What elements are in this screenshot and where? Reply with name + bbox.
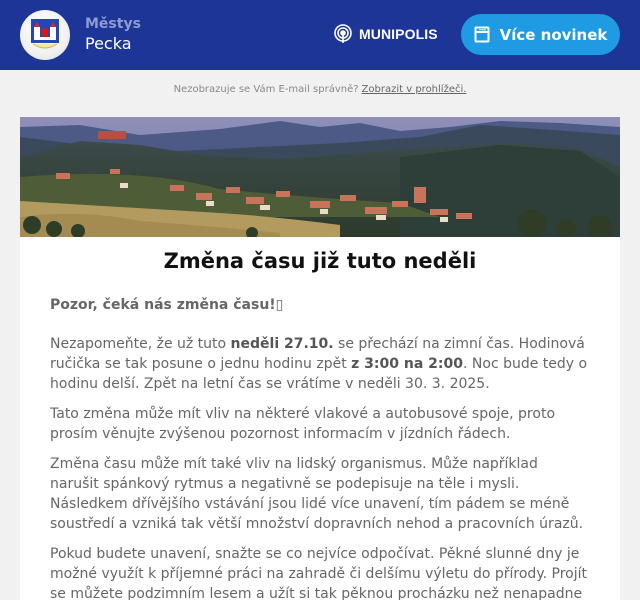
- view-in-browser-link[interactable]: Zobrazit v prohlížeči.: [361, 83, 467, 95]
- article-title: Změna času již tuto neděli: [163, 249, 477, 273]
- broadcast-icon: [333, 24, 353, 44]
- notice-text: Nezobrazuje se Vám E-mail správně?: [173, 83, 359, 95]
- brand: [85, 16, 141, 54]
- text-segment: se přechází na zimní čas. Hodinová ručička se tak posune o jednu hodinu zpět: [50, 336, 585, 372]
- newspaper-icon: [474, 26, 490, 43]
- more-news-label: Více novinek: [499, 25, 608, 44]
- article-card: [20, 117, 620, 600]
- paragraph-1: [50, 334, 590, 394]
- view-in-browser-notice: [0, 70, 640, 106]
- munipolis-brand[interactable]: [333, 24, 438, 44]
- paragraph-3: Změna času může mít také vliv na lidský organismus. Může například narušit spánkový rytmus a negativně se podepisuje na těle i mysli. Následkem dřívějšího vstávání jsou lidé více unavení, tím pádem se méně soustředí a vzniká tak větší množství dopravních nehod a pracovních úrazů.: [50, 456, 584, 532]
- org-type: Městys: [85, 16, 141, 33]
- municipality-logo[interactable]: [20, 10, 70, 60]
- more-news-button[interactable]: [461, 14, 620, 55]
- highlighted-date: neděli 27.10.: [230, 336, 334, 352]
- org-name: Pecka: [85, 33, 132, 53]
- platform-name: MUNIPOLIS: [359, 26, 438, 42]
- highlighted-time: z 3:00 na 2:00: [351, 356, 463, 372]
- article-lead: Pozor, čeká nás změna času!▯: [50, 297, 284, 313]
- email-header: [0, 0, 640, 70]
- hero-image: [20, 117, 620, 237]
- article-body: [20, 297, 620, 600]
- text-segment: Nezapomeňte, že už tuto: [50, 336, 231, 352]
- paragraph-2: Tato změna může mít vliv na některé vlakové a autobusové spoje, proto prosím věnujte zvýšenou pozornost informacím v jízdních řádech.: [50, 406, 556, 442]
- text-segment: . Noc bude tedy o hodinu delší. Zpět na letní čas se vrátíme v neděli 30. 3. 2025.: [50, 356, 588, 392]
- paragraph-4: Pokud budete unavení, snažte se co nejvíce odpočívat. Pěkné slunné dny je možné využít k příjemné práci na zahradě či delšímu výletu do přírody. Projít se můžete podzimním lesem a užít si tak pěknou procházku než nenapadne: [50, 546, 587, 600]
- coat-of-arms-icon: [30, 18, 60, 52]
